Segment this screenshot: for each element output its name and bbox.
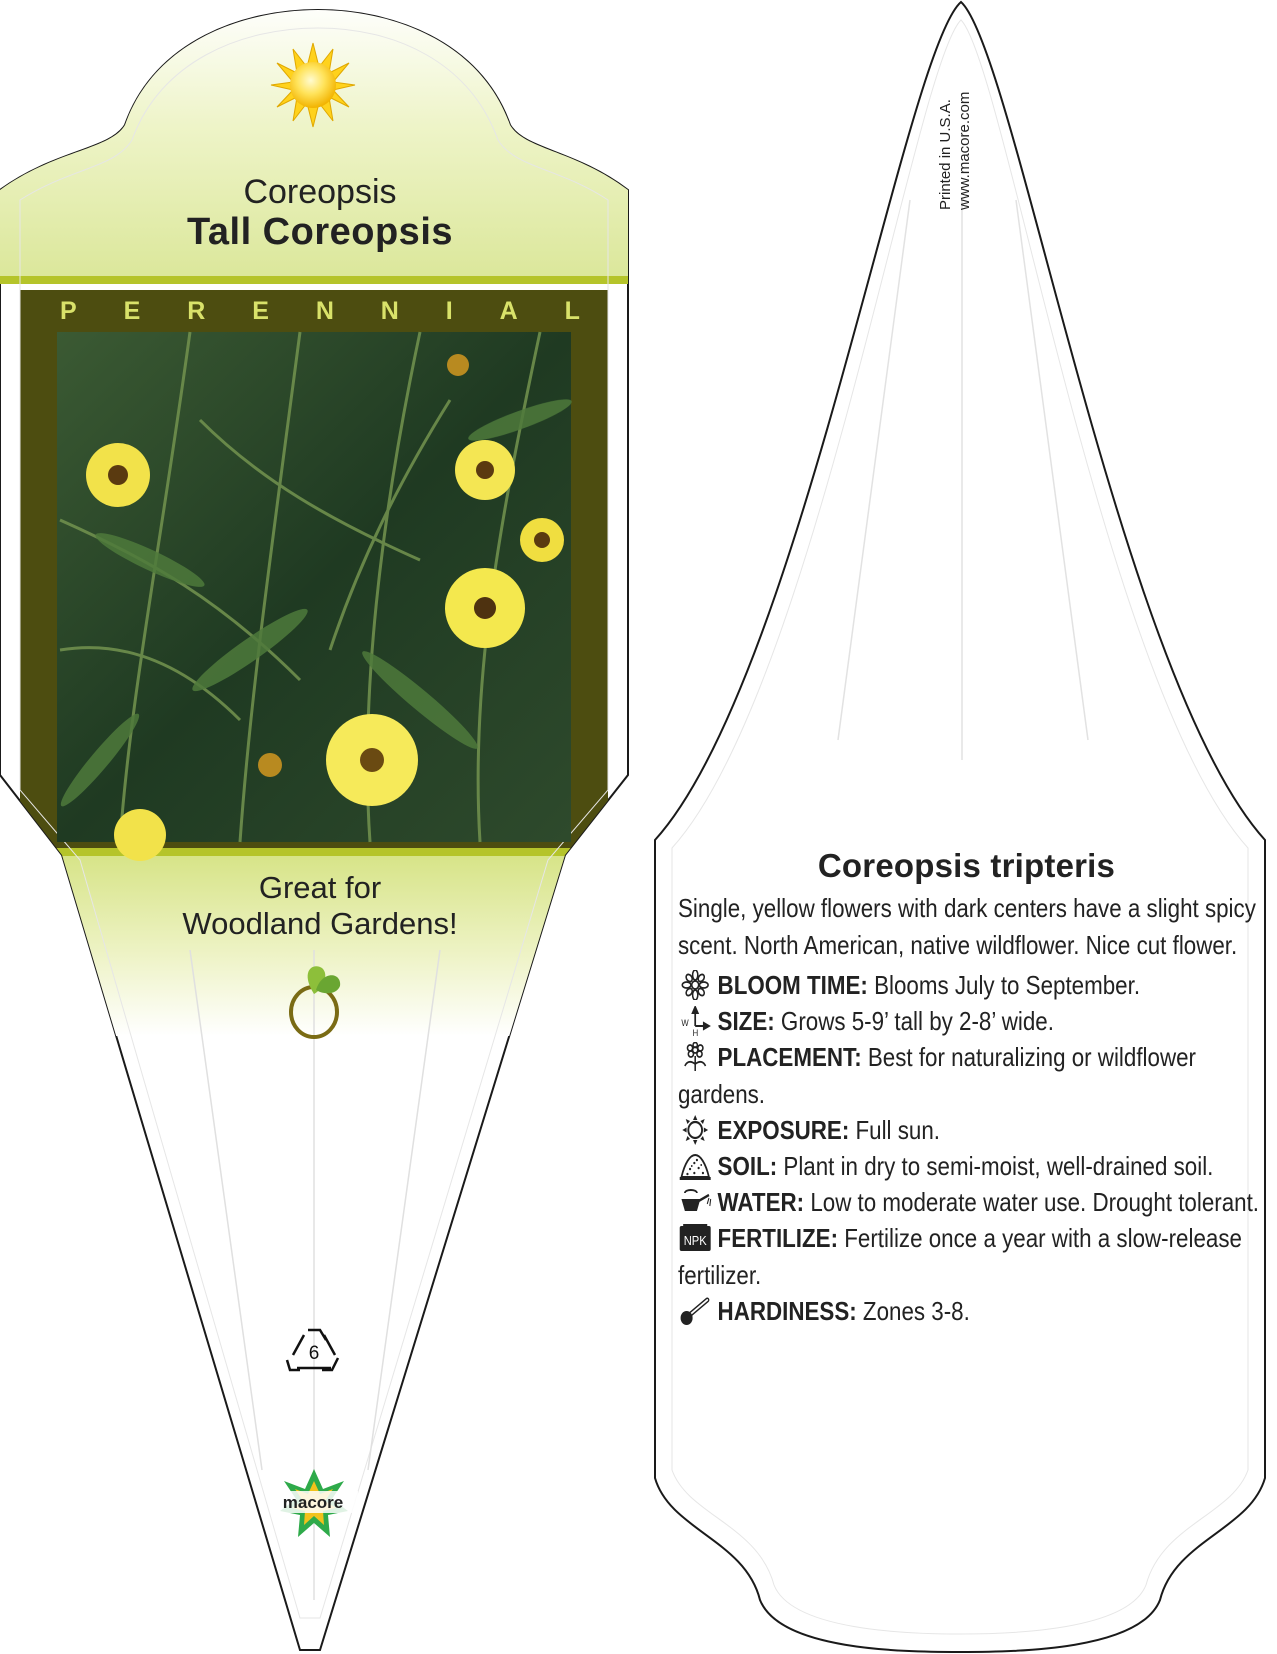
care-text: Blooms July to September. <box>874 970 1141 1000</box>
category-letter: E <box>123 297 141 325</box>
thermometer-icon <box>678 1296 712 1326</box>
care-text: Grows 5-9’ tall by 2-8’ wide. <box>780 1006 1054 1036</box>
category-letter: N <box>380 297 399 325</box>
care-fertilize <box>678 1220 1271 1294</box>
back-outline <box>655 2 1265 1652</box>
npk-icon <box>678 1223 712 1253</box>
tagline-line2: Woodland Gardens! <box>182 906 458 941</box>
lower-band-line <box>0 848 628 856</box>
sun-icon <box>678 1115 712 1145</box>
care-instructions <box>678 846 1263 1329</box>
npk-badge: NPK <box>683 1233 707 1249</box>
care-text: Full sun. <box>855 1115 941 1145</box>
care-label: HARDINESS: <box>717 1296 857 1326</box>
variety-name: Tall Coreopsis <box>186 211 454 253</box>
care-text: Fertilize once a year with a slow-release fertilizer. <box>678 1223 1242 1290</box>
care-soil <box>678 1148 1271 1185</box>
care-text: Best for naturalizing or wildflower gardens. <box>678 1042 1196 1109</box>
care-label: FERTILIZE: <box>717 1223 839 1253</box>
category-letter: A <box>499 297 518 325</box>
category-letter: E <box>252 297 269 325</box>
care-label: EXPOSURE: <box>717 1115 850 1145</box>
flower-icon <box>678 970 712 1000</box>
care-hardiness <box>678 1293 1271 1330</box>
plant-description: Single, yellow flowers with dark centers have a slight spicy scent. North American, native wildflower. Nice cut flower. <box>678 893 1256 960</box>
brand-name: macore <box>282 1493 344 1512</box>
category-label <box>60 297 580 326</box>
printed-country: Printed in U.S.A. <box>937 99 954 210</box>
category-letter: I <box>445 297 453 325</box>
care-bloom-time <box>678 967 1271 1004</box>
category-letter: L <box>564 297 580 325</box>
care-label: PLACEMENT: <box>717 1042 862 1072</box>
recycle-number: 6 <box>308 1343 320 1364</box>
size-badge-w: W <box>681 1017 689 1029</box>
care-text: Low to moderate water use. Drought tolerant. <box>810 1187 1260 1217</box>
care-text: Zones 3-8. <box>862 1296 970 1326</box>
printed-info <box>936 0 974 210</box>
watering-can-icon <box>678 1187 712 1217</box>
category-letter: P <box>60 297 77 325</box>
care-placement <box>678 1039 1271 1113</box>
placement-icon <box>678 1042 712 1072</box>
size-icon <box>678 1006 712 1036</box>
care-label: BLOOM TIME: <box>717 970 868 1000</box>
care-text: Plant in dry to semi-moist, well-drained soil. <box>783 1151 1214 1181</box>
title-band-line <box>0 276 628 284</box>
plant-photo <box>55 332 575 861</box>
tagline-line1: Great for <box>258 870 382 905</box>
care-label: WATER: <box>717 1187 805 1217</box>
category-letter: N <box>315 297 334 325</box>
category-letter: R <box>187 297 206 325</box>
care-label: SOIL: <box>717 1151 778 1181</box>
printed-website: www.macore.com <box>956 91 973 210</box>
care-label: SIZE: <box>717 1006 775 1036</box>
back-panel <box>655 2 1265 1652</box>
soil-icon <box>678 1151 712 1181</box>
botanical-name: Coreopsis tripteris <box>817 847 1116 884</box>
size-badge-h: H <box>692 1027 699 1036</box>
care-exposure <box>678 1112 1271 1149</box>
care-size <box>678 1003 1271 1040</box>
common-name: Coreopsis <box>243 173 397 211</box>
care-water <box>678 1184 1271 1221</box>
